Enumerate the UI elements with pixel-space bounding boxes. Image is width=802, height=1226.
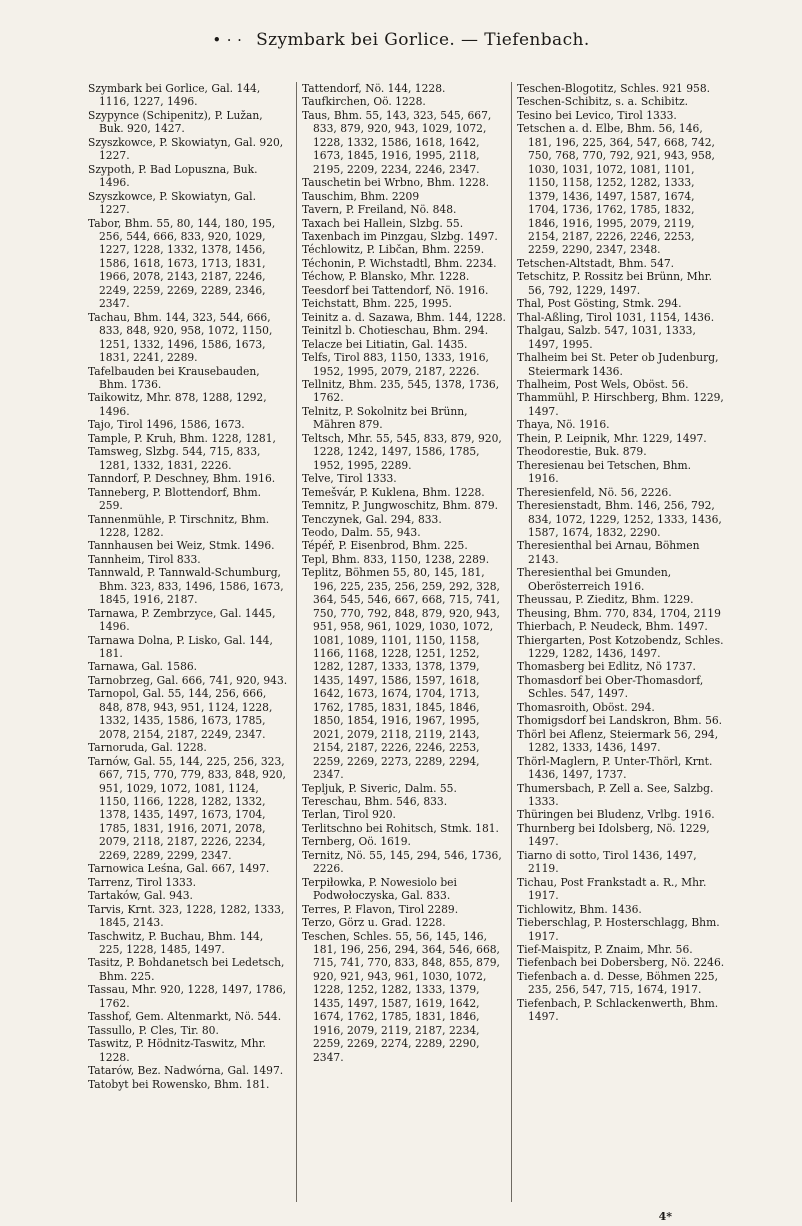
index-entry: Szymbark bei Gorlice, Gal. 144, 1116, 1227, 1496. [88,82,261,109]
index-entry: Tasshof, Gem. Altenmarkt, Nö. 544. [88,1010,282,1024]
index-entry: Teltsch, Mhr. 55, 545, 833, 879, 920, 1228, 1242, 1497, 1586, 1785, 1952, 1995, 2289. [302,431,502,472]
index-entry: Tafelbauden bei Krausebauden, Bhm. 1736. [88,364,260,391]
index-entry: Tachau, Bhm. 144, 323, 544, 666, 833, 848, 920, 958, 1072, 1150, 1251, 1332, 1496, 1586, 1673, 1831, 2241, 2289. [88,310,273,365]
index-entry: Taxenbach im Pinzgau, Slzbg. 1497. [302,229,498,243]
index-entry: Theresienthal bei Arnau, Böhmen 2143. [517,539,700,566]
index-entry: Terlitschno bei Rohitsch, Stmk. 181. [302,821,499,835]
index-entry: Téchow, P. Blansko, Mhr. 1228. [302,270,470,284]
index-entry: Thal, Post Gösting, Stmk. 294. [517,297,682,311]
index-entry: Tichau, Post Frankstadt a. R., Mhr. 1917. [517,875,707,903]
index-entry: Tassau, Mhr. 920, 1228, 1497, 1786, 1762. [88,983,287,1010]
index-entry: Tiefenbach, P. Schlackenwerth, Bhm. 1497. [517,996,719,1024]
index-entry: Thomasdorf bei Ober-Thomasdorf, Schles. 547, 1497. [517,673,704,701]
index-entry: Tepl, Bhm. 833, 1150, 1238, 2289. [302,552,490,566]
index-entry: Teschen-Blogotitz, Schles. 921 958. [517,82,711,95]
index-entry: Thiergarten, Post Kotzobendz, Schles. 1229, 1282, 1436, 1497. [517,633,724,661]
column-3 [517,82,725,1024]
index-entry: Tajo, Tirol 1496, 1586, 1673. [88,418,245,432]
index-entry: Tatobyt bei Rowensko, Bhm. 181. [88,1077,270,1091]
index-entry: Taxach bei Hallein, Slzbg. 55. [302,216,464,230]
index-entry: Teplitz, Böhmen 55, 80, 145, 181, 196, 225, 235, 256, 259, 292, 328, 364, 545, 546, 667, 668, 715, 741, 750, 770, 792, 848, 879, 920, 943, 951, 958, 961, 1029, 1030, 1072, 1081, 1089, 1101, 1150, 1158, 1166, 1168, 1228, 1251, 1252, 1282, 1287, 1333, 1378, 1379, 1435, 1497, 1586, 1597, 1618, 1642, 1673, 1674, 1704, 1713, 1762, 1785, 1831, 1845, 1846, 1850, 1854, 1916, 1967, 1995, 2021, 2079, 2118, 2119, 2143, 2154, 2187, 2226, 2246, 2253, 2259, 2269, 2273, 2289, 2294, 2347. [302,566,500,782]
index-entry: Thomigsdorf bei Landskron, Bhm. 56. [517,714,723,728]
index-entry: Tannhausen bei Weiz, Stmk. 1496. [88,539,275,553]
index-entry: Tannenmühle, P. Tirschnitz, Bhm. 1228, 1282. [88,512,270,539]
index-entry: Tauschetin bei Wrbno, Bhm. 1228. [302,176,490,190]
index-entry: Szypynce (Schipenitz), P. Lužan, Buk. 920, 1427. [88,108,263,136]
index-entry: Theresienstadt, Bhm. 146, 256, 792, 834, 1072, 1229, 1252, 1333, 1436, 1587, 1674, 1832, 2290. [517,499,722,539]
index-entry: Terlan, Tirol 920. [302,808,396,822]
index-entry: Theresienfeld, Nö. 56, 2226. [517,485,672,499]
index-entry: Telve, Tirol 1333. [302,472,397,486]
index-entry: Tatarów, Bez. Nadwórna, Gal. 1497. [88,1064,284,1078]
index-entry: Thörl bei Aflenz, Steiermark 56, 294, 1282, 1333, 1436, 1497. [517,727,719,755]
index-entry: Tanndorf, P. Deschney, Bhm. 1916. [88,472,276,486]
column-2 [302,82,507,1064]
column-divider-1 [296,82,297,1202]
column-divider-2 [511,82,512,1202]
index-entry: Tarnopol, Gal. 55, 144, 256, 666, 848, 878, 943, 951, 1124, 1228, 1332, 1435, 1586, 1673, 1785, 2078, 2154, 2187, 2249, 2347. [88,687,273,741]
index-entry: Telnitz, P. Sokolnitz bei Brünn, Mähren 879. [302,404,468,432]
index-entry: Tetschen-Altstadt, Bhm. 547. [517,256,675,270]
index-entry: Thammühl, P. Hirschberg, Bhm. 1229, 1497. [517,391,724,418]
index-entry: Telfs, Tirol 883, 1150, 1333, 1916, 1952, 1995, 2079, 2187, 2226. [302,351,489,378]
index-entry: Theussau, P. Zieditz, Bhm. 1229. [517,593,694,607]
index-entry: Tavern, P. Freiland, Nö. 848. [302,203,457,217]
index-entry: Tarnobrzeg, Gal. 666, 741, 920, 943. [88,673,288,687]
index-entry: Tample, P. Kruh, Bhm. 1228, 1281, [88,431,276,445]
index-entry: Tereschau, Bhm. 546, 833. [302,795,448,809]
index-entry: Thüringen bei Bludenz, Vrlbg. 1916. [517,808,715,822]
index-entry: Thierbach, P. Neudeck, Bhm. 1497. [517,620,708,634]
index-entry: Tichlowitz, Bhm. 1436. [517,902,642,916]
index-entry: Terpiłowka, P. Nowesiolo bei Podwołoczyska, Gal. 833. [302,875,457,903]
index-entry: Tabor, Bhm. 55, 80, 144, 180, 195, 256, 544, 666, 833, 920, 1029, 1227, 1228, 1332, 1378, 1456, 1586, 1618, 1673, 1713, 1831, 1966, 2078, 2143, 2187, 2246, 2249, 2259, 2269, 2289, 2346, 2347. [88,216,276,311]
index-entry: Thein, P. Leipnik, Mhr. 1229, 1497. [517,431,707,445]
index-entry: Tiarno di sotto, Tirol 1436, 1497, 2119. [517,848,697,876]
index-entry: Taikowitz, Mhr. 878, 1288, 1292, 1496. [88,391,267,418]
index-entry: Tannheim, Tirol 833. [88,552,201,566]
index-entry: Teschen, Schles. 55, 56, 145, 146, 181, 196, 256, 294, 364, 546, 668, 715, 741, 770, 833, 848, 855, 879, 920, 921, 943, 961, 1030, 1072, 1228, 1252, 1282, 1333, 1379, 1435, 1497, 1587, 1619, 1642, 1674, 1762, 1785, 1831, 1846, 1916, 2079, 2119, 2187, 2234, 2259, 2269, 2274, 2289, 2290, 2347. [302,929,500,1064]
index-entry: Thumersbach, P. Zell a. See, Salzbg. 1333. [517,781,714,809]
index-entry: Terzo, Görz u. Grad. 1228. [302,916,446,930]
page-header [0,30,802,50]
index-entry: Tesino bei Levico, Tirol 1333. [517,108,677,122]
index-entry: Tarnów, Gal. 55, 144, 225, 256, 323, 667, 715, 770, 779, 833, 848, 920, 951, 1029, 1072, 1081, 1124, 1150, 1166, 1228, 1282, 1332, 1378, 1435, 1497, 1673, 1704, 1785, 1831, 1916, 2071, 2078, 2079, 2118, 2187, 2226, 2234, 2269, 2289, 2299, 2347. [88,754,286,862]
index-entry: Theodorestie, Buk. 879. [517,445,647,459]
index-entry: Thomasberg bei Edlitz, Nö 1737. [517,660,696,674]
index-entry: Tépéř, P. Eisenbrod, Bhm. 225. [302,539,468,553]
index-entry: Thaya, Nö. 1916. [517,418,610,432]
index-entry: Teichstatt, Bhm. 225, 1995. [302,297,452,311]
index-entry: Szyszkowce, P. Skowiatyn, Gal. 1227. [88,189,256,217]
index-entry: Thalheim bei St. Peter ob Judenburg, Steiermark 1436. [517,351,719,378]
page-number: 4* [658,1210,672,1223]
index-entry: Tarnawa Dolna, P. Lisko, Gal. 144, 181. [88,633,273,661]
index-entry: Tiefenbach bei Dobersberg, Nö. 2246. [517,956,725,970]
index-entry: Telacze bei Litiatin, Gal. 1435. [302,337,468,351]
index-entry: Thalgau, Salzb. 547, 1031, 1333, 1497, 1995. [517,324,696,351]
index-entry: Tetschitz, P. Rossitz bei Brünn, Mhr. 56, 792, 1229, 1497. [517,270,712,297]
index-entry: Thomasroith, Oböst. 294. [517,700,655,714]
index-entry: Tannwald, P. Tannwald-Schumburg, Bhm. 323, 833, 1496, 1586, 1673, 1845, 1916, 2187. [88,566,284,607]
index-entry: Tief-Maispitz, P. Znaim, Mhr. 56. [517,943,693,956]
page-title: Szymbark bei Gorlice. — Tiefenbach. [256,30,590,50]
index-entry: Tarnowica Leśna, Gal. 667, 1497. [88,862,270,876]
index-entry: Teschen-Schibitz, s. a. Schibitz. [517,95,689,109]
index-entry: Tepljuk, P. Siveric, Dalm. 55. [302,781,457,795]
index-entry: Thörl-Maglern, P. Unter-Thörl, Krnt. 1436, 1497, 1737. [517,754,713,782]
index-entry: Tattendorf, Nö. 144, 1228. [302,82,446,95]
index-entry: Tarvis, Krnt. 323, 1228, 1282, 1333, 1845, 2143. [88,902,285,930]
index-entry: Szyszkowce, P. Skowiatyn, Gal. 920, 1227. [88,135,284,163]
index-entry: Theresienau bei Tetschen, Bhm. 1916. [517,458,692,486]
index-entry: Taswitz, P. Hödnitz-Taswitz, Mhr. 1228. [88,1037,266,1064]
index-entry: Tassullo, P. Cles, Tir. 80. [88,1023,219,1037]
index-entry: Thurnberg bei Idolsberg, Nö. 1229, 1497. [517,821,710,849]
index-entry: Teinitzl b. Chotieschau, Bhm. 294. [302,324,489,338]
index-entry: Szypoth, P. Bad Lopuszna, Buk. 1496. [88,162,258,190]
index-entry: Theresienthal bei Gmunden, Oberösterreich 1916. [517,566,672,593]
index-entry: Tieberschlag, P. Hosterschlagg, Bhm. 1917. [517,916,720,943]
index-entry: Teesdorf bei Tattendorf, Nö. 1916. [302,283,489,297]
index-entry: Tanneberg, P. Blottendorf, Bhm. 259. [88,485,262,513]
index-entry: Taschwitz, P. Buchau, Bhm. 144, 225, 1228, 1485, 1497. [88,929,264,956]
index-entry: Taufkirchen, Oö. 1228. [302,95,426,109]
index-entry: Tarnoruda, Gal. 1228. [88,741,207,755]
index-entry: Tauschim, Bhm. 2209 [302,189,420,203]
index-entry: Taus, Bhm. 55, 143, 323, 545, 667, 833, 879, 920, 943, 1029, 1072, 1228, 1332, 1586, 1618, 1642, 1673, 1845, 1916, 1995, 2118, 2195, 2209, 2234, 2246, 2347. [302,108,492,176]
header-dots: • · · [212,31,243,49]
index-entry: Tarnawa, Gal. 1586. [88,660,198,674]
column-1 [88,82,288,1091]
index-entry: Tasitz, P. Bohdanetsch bei Ledetsch, Bhm. 225. [88,956,285,983]
index-entry: Tenczynek, Gal. 294, 833. [302,512,442,526]
index-entry: Theusing, Bhm. 770, 834, 1704, 2119 [517,606,721,620]
index-entry: Téchlowitz, P. Libčan, Bhm. 2259. [302,243,485,257]
index-entry: Téchonin, P. Wichstadtl, Bhm. 2234. [302,256,497,270]
index-entry: Tarnawa, P. Zembrzyce, Gal. 1445, 1496. [88,606,276,634]
index-entry: Ternberg, Oö. 1619. [302,835,411,849]
index-entry: Thalheim, Post Wels, Oböst. 56. [517,377,689,391]
index-entry: Tarrenz, Tirol 1333. [88,875,197,889]
index-entry: Tetschen a. d. Elbe, Bhm. 56, 146, 181, 196, 225, 364, 547, 668, 742, 750, 768, 770, 792, 921, 943, 958, 1030, 1031, 1072, 1081, 1101, 1150, 1158, 1252, 1282, 1333, 1379, 1436, 1497, 1587, 1674, 1704, 1736, 1762, 1785, 1832, 1846, 1916, 1995, 2079, 2119, 2154, 2187, 2226, 2246, 2253, 2259, 2290, 2347, 2348. [517,122,715,257]
index-entry: Tartaków, Gal. 943. [88,889,193,903]
index-entry: Ternitz, Nö. 55, 145, 294, 546, 1736, 2226. [302,848,502,876]
index-entry: Tellnitz, Bhm. 235, 545, 1378, 1736, 1762. [302,377,500,405]
index-entry: Teodo, Dalm. 55, 943. [302,525,421,539]
index-entry: Thal-Aßling, Tirol 1031, 1154, 1436. [517,310,715,324]
index-entry: Temnitz, P. Jungwoschitz, Bhm. 879. [302,499,499,513]
index-entry: Teinitz a. d. Sazawa, Bhm. 144, 1228. [302,310,506,324]
index-entry: Terres, P. Flavon, Tirol 2289. [302,902,459,916]
index-entry: Tiefenbach a. d. Desse, Böhmen 225, 235, 256, 547, 715, 1674, 1917. [517,969,719,997]
index-entry: Temešvár, P. Kuklena, Bhm. 1228. [302,485,485,499]
index-entry: Tamsweg, Slzbg. 544, 715, 833, 1281, 1332, 1831, 2226. [88,445,261,472]
